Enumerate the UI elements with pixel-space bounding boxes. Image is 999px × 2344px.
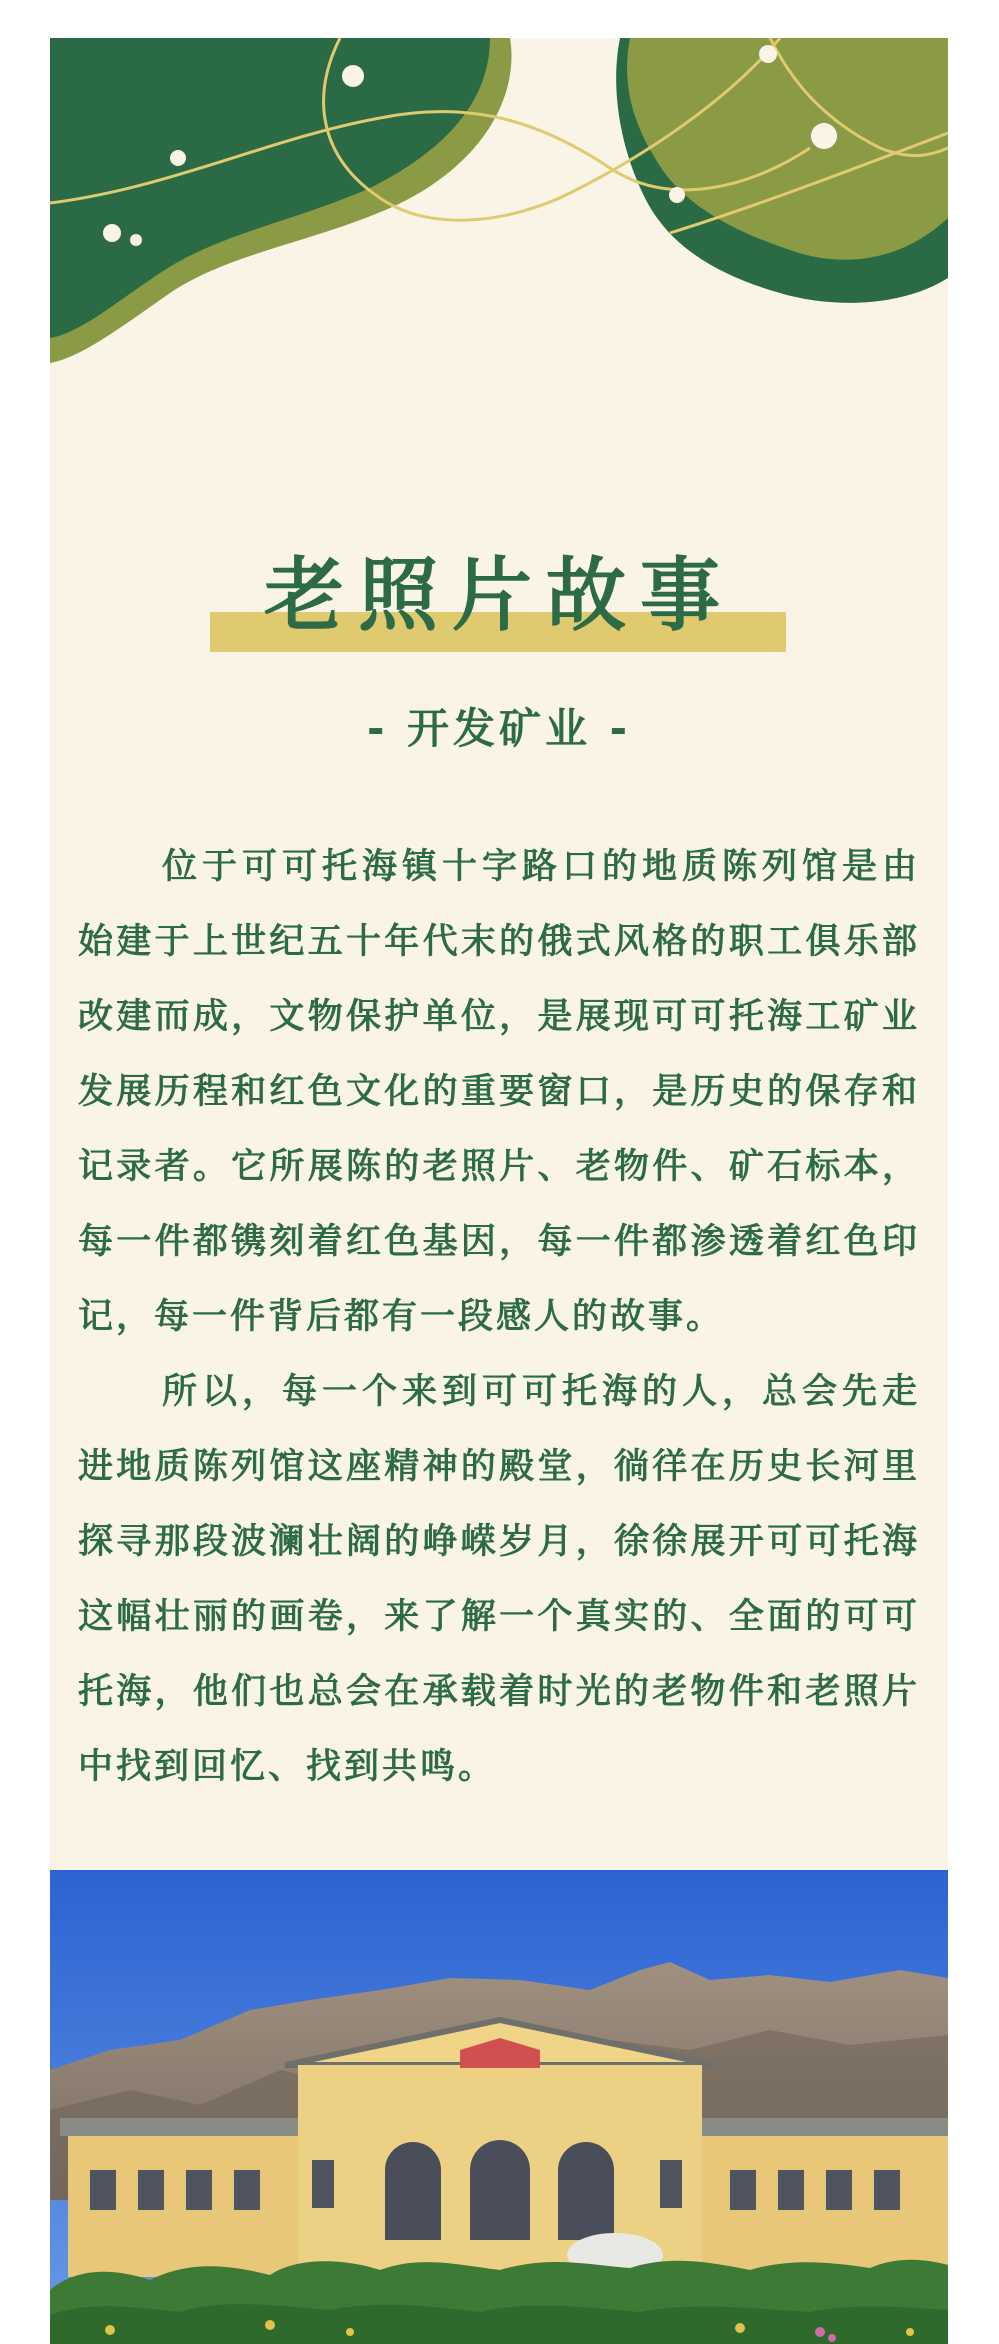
museum-roof-left <box>60 2118 306 2136</box>
dot <box>103 224 121 242</box>
dot <box>170 150 186 166</box>
dot <box>669 187 685 203</box>
article-card <box>50 38 948 1870</box>
page-title: 老照片故事 <box>264 549 734 642</box>
museum-roof-right <box>682 2118 948 2136</box>
dot <box>342 65 364 87</box>
arched-windows <box>385 2140 614 2240</box>
title-block <box>50 508 948 668</box>
museum-wing-right <box>690 2132 948 2277</box>
geology-museum-photo <box>50 1870 948 2344</box>
dot <box>130 234 142 246</box>
paragraph: 所以，每一个来到可可托海的人，总会先走进地质陈列馆这座精神的殿堂，徜徉在历史长河里探寻那段波澜壮阔的峥嵘岁月，徐徐展开可可托海这幅壮丽的画卷，来了解一个真实的、全面的可可托海，他们也总会在承载着时光的老物件和老照片中找到回忆、找到共鸣。 <box>78 1372 920 1787</box>
paragraph: 位于可可托海镇十字路口的地质陈列馆是由始建于上世纪五十年代末的俄式风格的职工俱乐部改建而成，文物保护单位，是展现可可托海工矿业发展历程和红色文化的重要窗口，是历史的保存和记录者。它所展陈的老照片、老物件、矿石标本，每一件都镌刻着红色基因，每一件都渗透着红色印记，每一件背后都有一段感人的故事。 <box>78 847 920 1337</box>
decorative-header-shapes <box>50 38 948 418</box>
article-body <box>78 830 920 1805</box>
page-subtitle: - 开发矿业 - <box>366 704 632 753</box>
dot <box>759 45 777 63</box>
dot <box>811 123 837 149</box>
